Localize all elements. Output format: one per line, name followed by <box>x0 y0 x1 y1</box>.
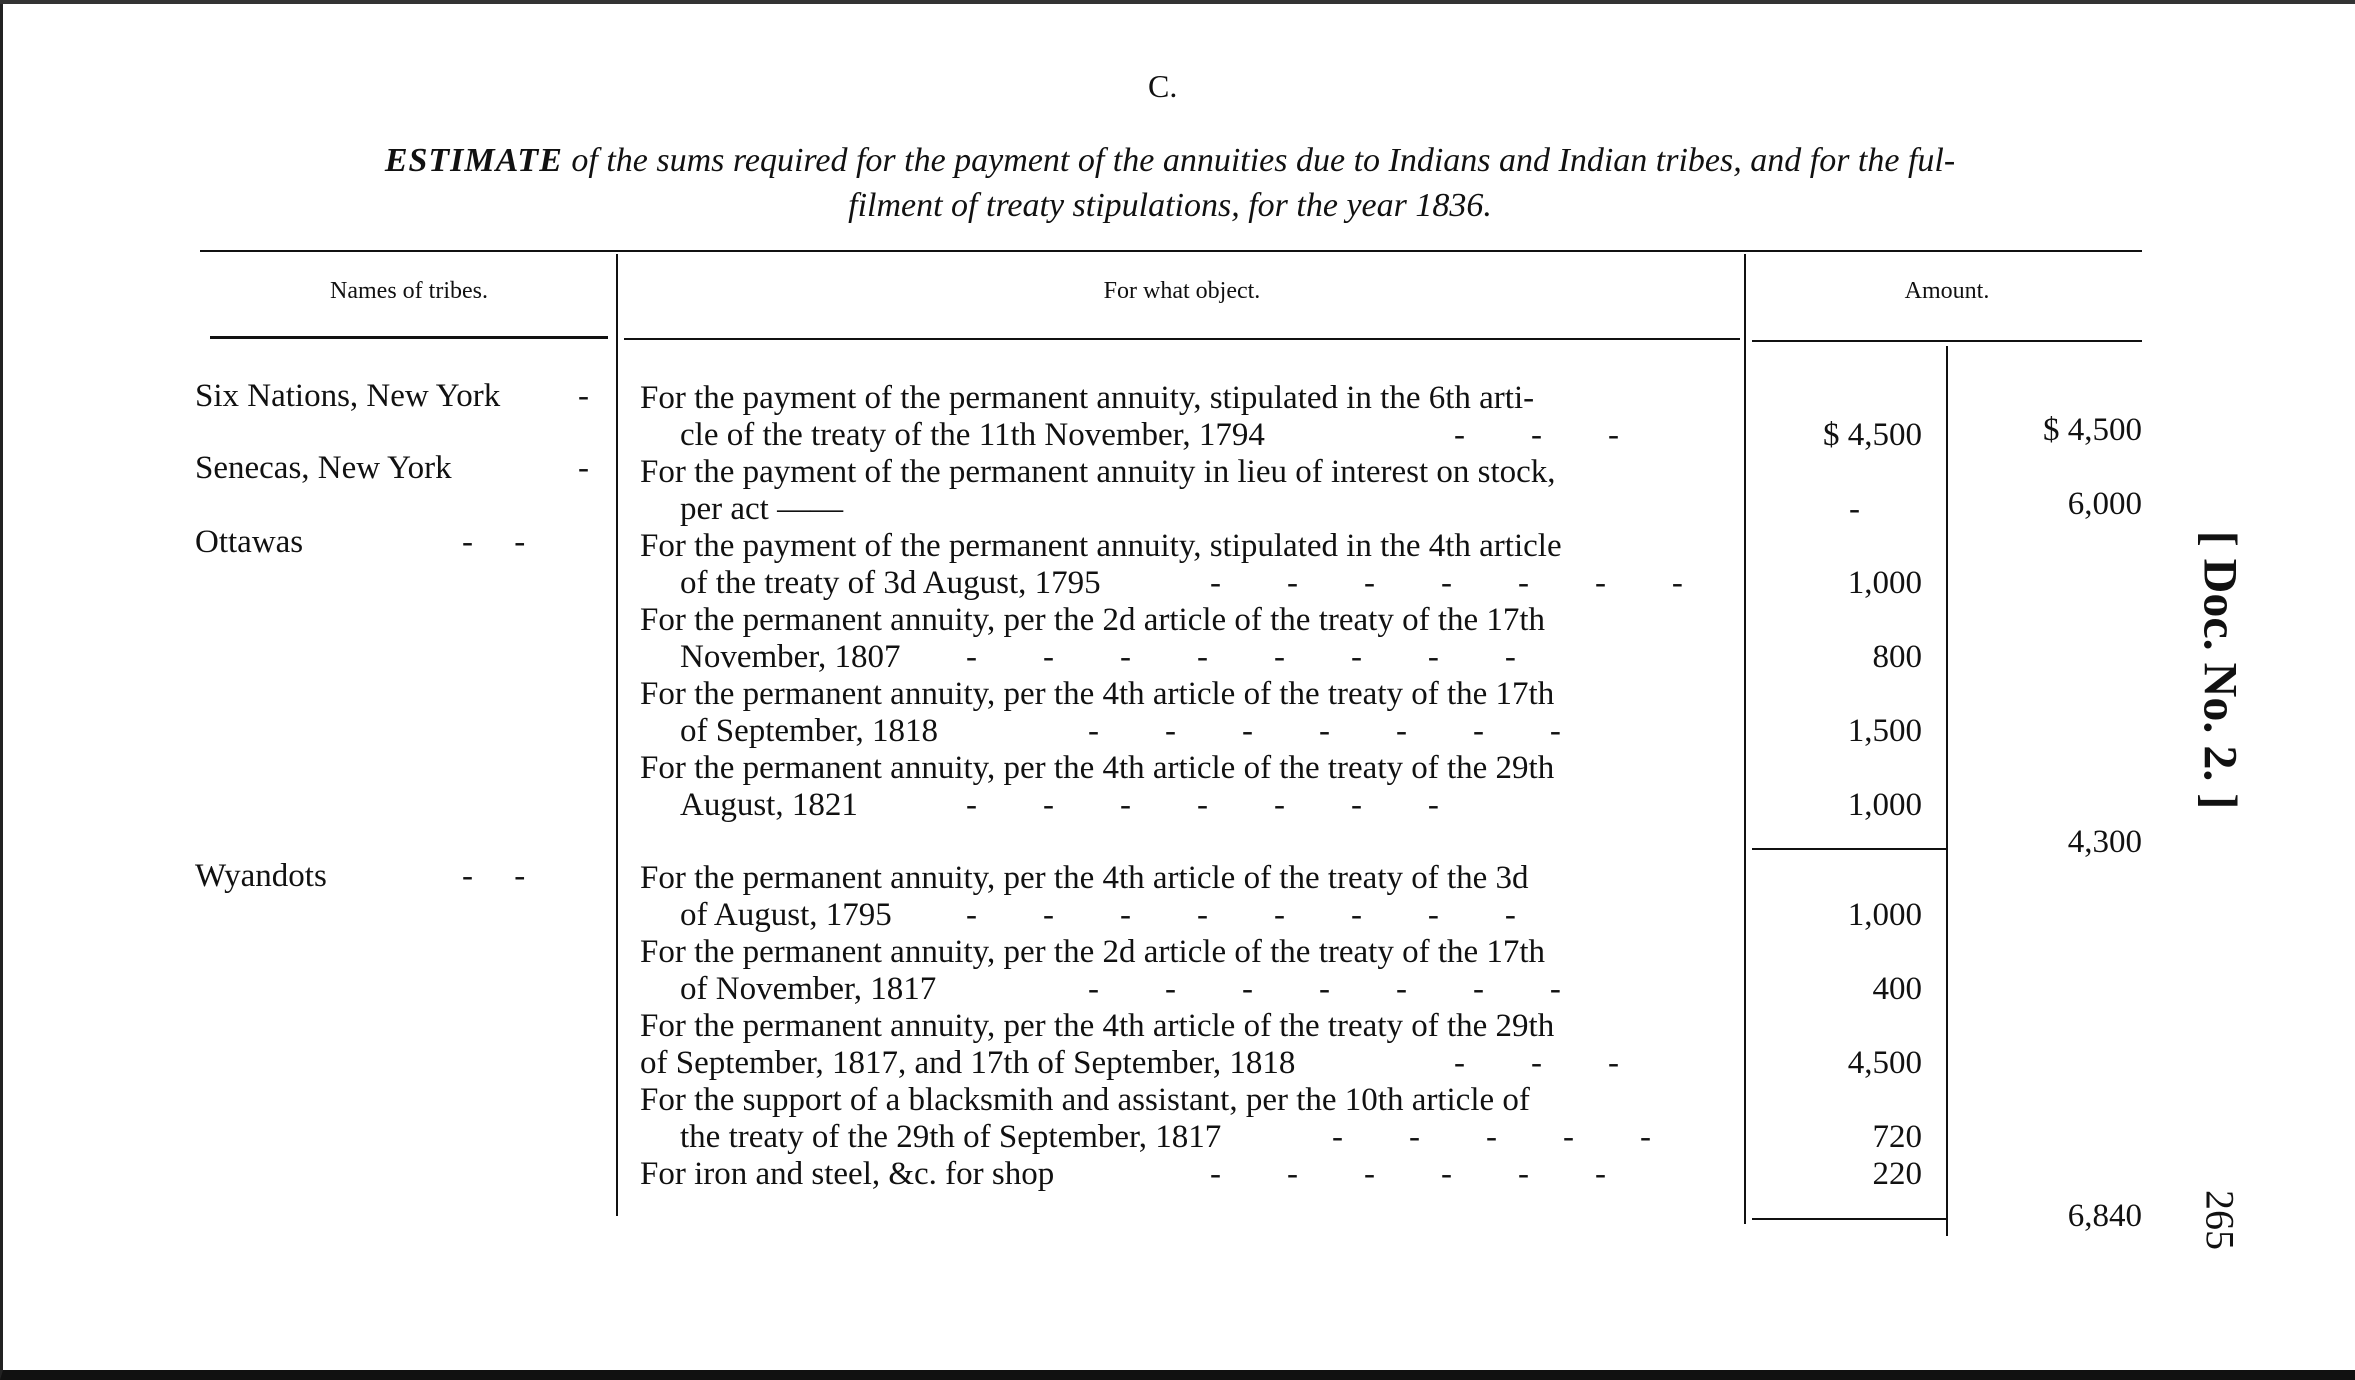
object-line1: For the permanent annuity, per the 4th article of the treaty of the 3d <box>640 860 1529 896</box>
object-line1: For the permanent annuity, per the 2d article of the treaty of the 17th <box>640 934 1546 970</box>
object-line2: of September, 1817, and 17th of September, 1818 <box>640 1045 1296 1081</box>
document-title <box>190 138 2150 228</box>
object-line1: For iron and steel, &c. for shop <box>640 1156 1055 1192</box>
tribe-total: 6,000 <box>2067 486 2142 522</box>
tribe-leader: - <box>578 378 589 414</box>
object-line2: the treaty of the 29th of September, 1817 <box>680 1119 1222 1155</box>
tribe-total: 4,300 <box>2067 824 2142 860</box>
tribe-name: Ottawas <box>195 524 304 560</box>
item-amount: 1,000 <box>1847 787 1922 823</box>
object-line1: For the payment of the permanent annuity, stipulated in the 6th arti- <box>640 380 1535 416</box>
object-leader: - - - <box>1454 1045 1619 1081</box>
object-line2: of August, 1795 <box>680 897 892 933</box>
header-for-what-object: For what object. <box>1103 278 1261 304</box>
object-line2: of November, 1817 <box>680 971 937 1007</box>
page-number-text: 265 <box>2197 1190 2243 1250</box>
item-amount: $ 4,500 <box>1823 417 1922 453</box>
doc-number-text: [ Doc. No. 2. ] <box>2193 530 2247 810</box>
object-line1: For the permanent annuity, per the 4th article of the treaty of the 29th <box>640 1008 1555 1044</box>
header-rule-tribes <box>210 336 608 339</box>
scan-edge <box>0 0 2355 4</box>
object-leader: - - - - - - - <box>1088 971 1561 1007</box>
object-leader: - - - - - - - <box>966 787 1439 823</box>
item-amount: 4,500 <box>1847 1045 1922 1081</box>
item-amount: - <box>1849 491 1860 527</box>
object-leader: - - - <box>1454 417 1619 453</box>
col-divider-2 <box>1744 254 1746 1224</box>
item-amount: 1,500 <box>1847 713 1922 749</box>
section-letter: C. <box>1148 68 1178 104</box>
item-amount: 220 <box>1872 1156 1922 1192</box>
item-amount: 1,000 <box>1847 897 1922 933</box>
tribe-name: Six Nations, New York <box>195 378 501 414</box>
doc-number-label <box>2180 500 2260 840</box>
tribe-leader: - <box>578 450 589 486</box>
tribe-total: $ 4,500 <box>2043 412 2142 448</box>
col-divider-1 <box>616 254 618 1216</box>
object-line1: For the permanent annuity, per the 4th article of the treaty of the 17th <box>640 676 1555 712</box>
object-line2: November, 1807 <box>680 639 901 675</box>
tribe-name: Senecas, New York <box>195 450 452 486</box>
subtotal-rule-ottawas <box>1752 848 1946 850</box>
object-leader: - - - - - - - - <box>966 639 1516 675</box>
header-rule-object <box>624 338 1740 340</box>
object-line1: For the permanent annuity, per the 4th article of the treaty of the 29th <box>640 750 1555 786</box>
object-line1: For the payment of the permanent annuity in lieu of interest on stock, <box>640 454 1556 490</box>
title-lead: ESTIMATE <box>384 142 563 179</box>
header-names-of-tribes: Names of tribes. <box>330 278 488 304</box>
subtotal-rule-wyandots <box>1752 1218 1946 1220</box>
header-amount: Amount. <box>1904 278 1990 304</box>
object-leader: - - - - - - - <box>1210 565 1683 601</box>
item-amount: 800 <box>1872 639 1922 675</box>
tribe-name: Wyandots <box>195 858 327 894</box>
object-leader: - - - - - <box>1332 1119 1651 1155</box>
page-number <box>2180 1170 2260 1270</box>
object-line1: For the permanent annuity, per the 2d article of the treaty of the 17th <box>640 602 1546 638</box>
object-leader: - - - - - - - <box>1088 713 1561 749</box>
object-line2: of September, 1818 <box>680 713 939 749</box>
object-leader: - - - - - - <box>1210 1156 1606 1192</box>
tribe-leader: - - <box>462 858 526 894</box>
header-rule-amount <box>1752 340 2142 342</box>
object-line2: August, 1821 <box>680 787 858 823</box>
table-top-rule <box>200 250 2142 252</box>
item-amount: 400 <box>1872 971 1922 1007</box>
tribe-total: 6,840 <box>2067 1198 2142 1234</box>
title-rest: of the sums required for the payment of the annuities due to Indians and Indian tribes, and for the ful- <box>562 142 1956 179</box>
object-line2: per act —— <box>680 491 844 527</box>
item-amount: 720 <box>1872 1119 1922 1155</box>
title-line2: filment of treaty stipulations, for the year 1836. <box>848 187 1492 224</box>
object-line1: For the payment of the permanent annuity, stipulated in the 4th article <box>640 528 1562 564</box>
item-amount: 1,000 <box>1847 565 1922 601</box>
tribe-leader: - - <box>462 524 526 560</box>
object-line1: For the support of a blacksmith and assistant, per the 10th article of <box>640 1082 1530 1118</box>
object-leader: - - - - - - - - <box>966 897 1516 933</box>
object-line2: of the treaty of 3d August, 1795 <box>680 565 1101 601</box>
object-line2: cle of the treaty of the 11th November, 1794 <box>680 417 1265 453</box>
col-divider-3 <box>1946 346 1948 1236</box>
